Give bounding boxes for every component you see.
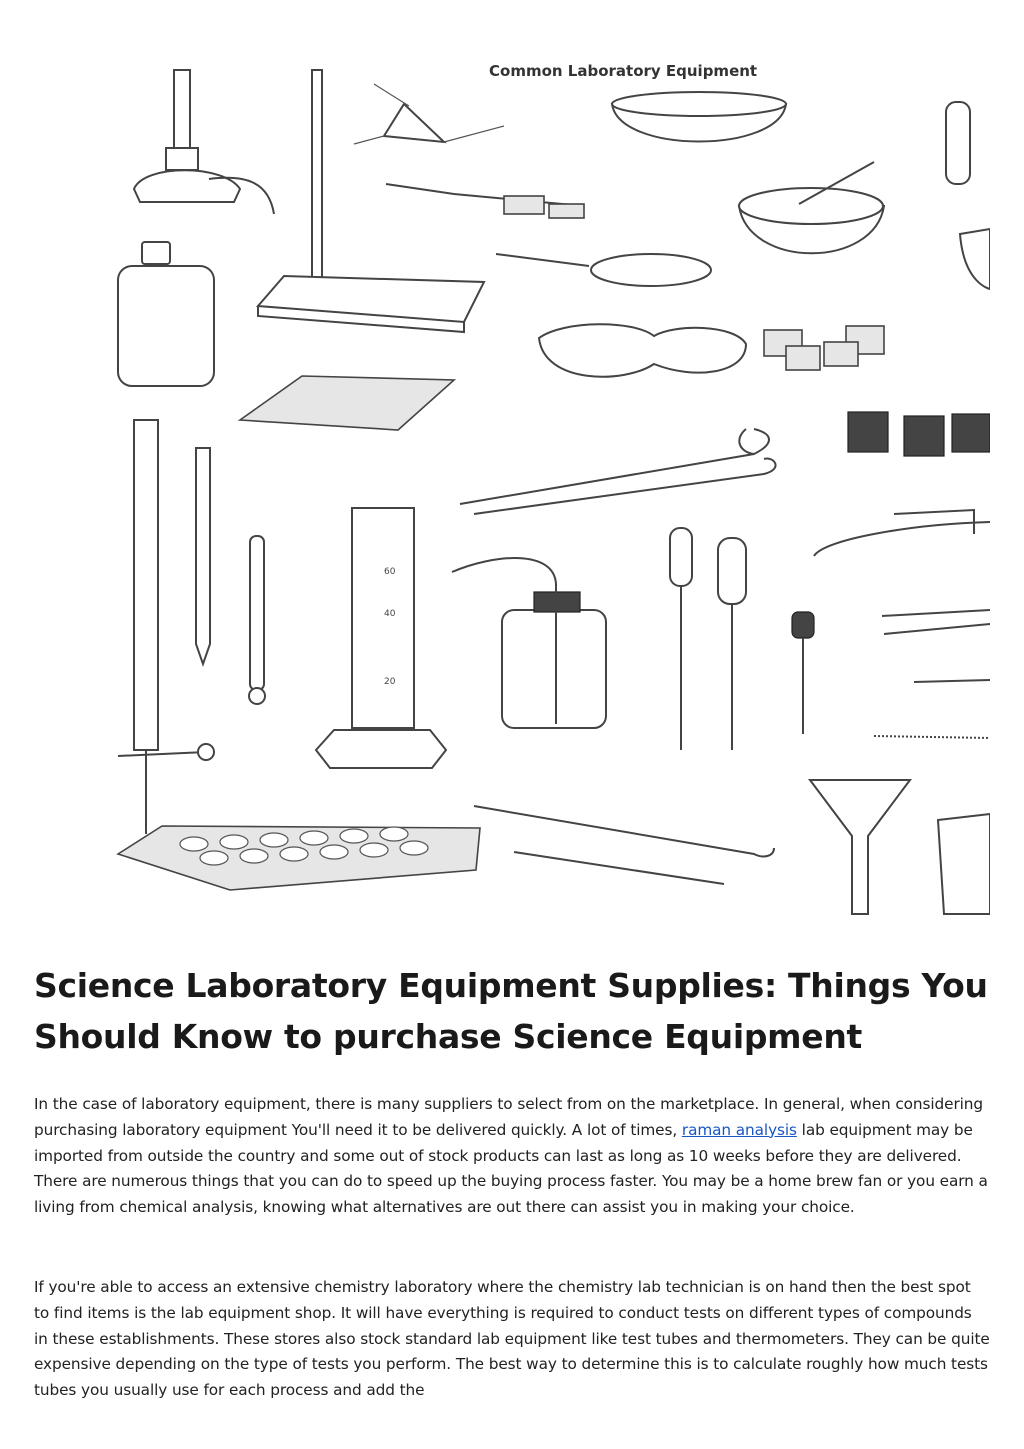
paragraph-1-text-after: lab equipment may be imported from outside the country and some out of stock products can last as long as 10 weeks before they are delivered. There are numerous things that you can do to speed up the buying process faster. You may be a home brew fan or you earn a living from chemical analysis, knowing what alternatives are out there can assist you in making your choice.: [34, 1120, 988, 1217]
spatula-icon: [474, 806, 774, 884]
spot-plate-icon: [118, 826, 480, 890]
thermometer-icon: [249, 536, 265, 704]
crucibles-icon: [848, 412, 990, 456]
test-tube-icon: [946, 102, 970, 184]
graduated-cylinder-icon: [316, 508, 446, 768]
clay-triangle-icon: [354, 84, 504, 144]
reagent-bottle-icon: [118, 242, 214, 386]
medicine-dropper-icon: [792, 612, 814, 734]
test-tube-holder-icon: [814, 510, 990, 556]
crucible-icon: [960, 229, 990, 289]
crucible-tongs-icon: [460, 429, 776, 514]
test-tube-brush-icon: [874, 736, 990, 738]
wire-gauze-icon: [240, 376, 454, 430]
iron-ring-icon: [496, 254, 711, 286]
wash-bottle-icon: [452, 558, 606, 728]
dropper-pipet-icon: [670, 528, 746, 750]
paragraph-1: [34, 1092, 990, 1221]
bunsen-burner-icon: [134, 70, 274, 214]
utility-clamp-icon: [386, 184, 584, 218]
forceps-icon: [882, 610, 990, 682]
mortar-pestle-icon: [739, 162, 884, 253]
paragraph-1-text-before: In the case of laboratory equipment, there is many suppliers to select from on the marketplace. In general, when considering purchasing laboratory equipment You'll need it to be delivered quickly. A lot of times,: [34, 1095, 984, 1139]
watch-glass-plate-icon: [938, 814, 990, 914]
ring-stand-icon: [258, 70, 484, 332]
rubber-stoppers-icon: [764, 326, 884, 370]
svg-text:20: 20: [384, 677, 396, 687]
article-title: Science Laboratory Equipment Supplies: Things You Should Know to purchase Science Equipment: [34, 966, 988, 1056]
pipet-icon: [196, 448, 210, 664]
funnel-icon: [810, 780, 910, 914]
svg-text:40: 40: [384, 609, 396, 619]
evaporating-dish-icon: [612, 92, 786, 142]
figure-caption: Common Laboratory Equipment: [489, 62, 758, 80]
svg-text:60: 60: [384, 567, 396, 577]
safety-goggles-icon: [539, 324, 746, 376]
lab-equipment-illustration: [34, 44, 990, 920]
paragraph-2: If you're able to access an extensive chemistry laboratory where the chemistry lab technician is on hand then the best spot to find items is the lab equipment shop. It will have everything is required to conduct tests on different types of compounds in these establishments. These stores also stock standard lab equipment like test tubes and thermometers. They can be quite expensive depending on the type of tests you perform. The best way to determine this is to calculate roughly how much tests tubes you usually use for each process and add the: [34, 1278, 990, 1400]
raman-analysis-link[interactable]: raman analysis: [681, 1120, 797, 1139]
